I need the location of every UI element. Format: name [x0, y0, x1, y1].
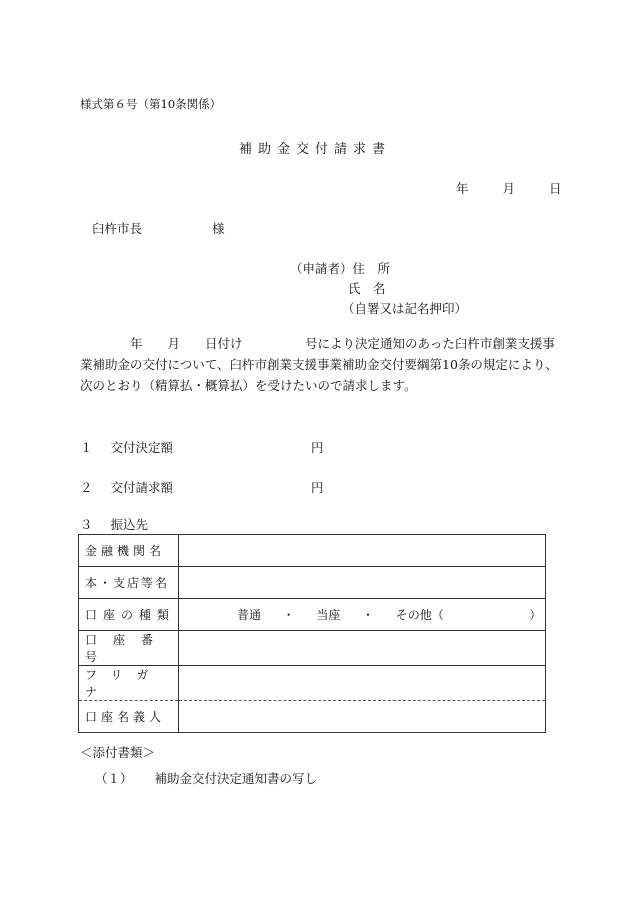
account-type-options	[179, 599, 546, 631]
table-row	[79, 666, 546, 701]
form-number: 様式第６号（第10条関係）	[80, 97, 222, 111]
date-line	[456, 179, 561, 197]
option-other[interactable]: その他（	[395, 608, 444, 622]
row-label	[79, 567, 179, 599]
row-label	[79, 631, 179, 666]
label-account-number: 口座番号	[85, 633, 170, 664]
bank-account-table	[78, 534, 546, 733]
body-line-2: 業補助金の交付について、臼杵市創業支援事業補助金交付要綱第10条の規定により、	[80, 357, 558, 372]
option-other-close: ）	[529, 608, 542, 622]
attachment-text: 補助金交付決定通知書の写し	[154, 771, 317, 786]
row-label	[79, 599, 179, 631]
row-label	[79, 535, 179, 567]
item-label: 交付決定額	[110, 440, 173, 455]
option-separator: ・	[282, 608, 295, 622]
body-line-1: 年 月 日付け 号により決定通知のあった臼杵市創業支援事	[80, 336, 555, 351]
applicant-seal-note: （自署又は記名押印）	[342, 301, 468, 316]
document-title: 補助金交付請求書	[238, 142, 391, 157]
addressee	[92, 219, 225, 237]
attachments-heading: ＜添付書類＞	[80, 745, 156, 760]
date-day: 日	[548, 181, 562, 196]
item-number: ２	[80, 480, 93, 495]
label-financial-institution: 金融機関名	[85, 544, 166, 558]
item-number: １	[80, 440, 93, 455]
option-ordinary[interactable]: 普通	[237, 608, 262, 622]
date-year: 年	[456, 181, 469, 196]
request-body	[80, 333, 558, 396]
label-account-type: 口座の種類	[85, 608, 176, 622]
option-separator: ・	[362, 608, 375, 622]
option-current[interactable]: 当座	[316, 608, 341, 622]
label-account-holder: 口座名義人	[85, 710, 166, 724]
applicant-name-label: 氏 名	[348, 281, 386, 296]
account-number-field[interactable]	[179, 631, 546, 666]
applicant-block	[290, 259, 467, 319]
addressee-name: 臼杵市長	[92, 221, 143, 236]
item-number: ３	[80, 517, 93, 532]
item-label: 振込先	[110, 517, 148, 532]
addressee-honorific: 様	[212, 221, 225, 236]
item-transfer-destination	[80, 515, 148, 533]
yen-unit: 円	[311, 440, 324, 455]
date-month: 月	[502, 181, 515, 196]
table-row	[79, 567, 546, 599]
applicant-address-label: （申請者）住 所	[290, 261, 391, 276]
branch-field[interactable]	[179, 567, 546, 599]
table-row	[79, 701, 546, 733]
furigana-field[interactable]	[179, 666, 546, 701]
account-holder-field[interactable]	[179, 701, 546, 733]
attachment-item	[95, 769, 317, 787]
body-line-3: 次のとおり（精算払・概算払）を受けたいので請求します。	[80, 378, 417, 393]
row-label	[79, 666, 179, 701]
item-requested-amount	[80, 478, 324, 496]
table-row	[79, 599, 546, 631]
financial-institution-field[interactable]	[179, 535, 546, 567]
item-label: 交付請求額	[110, 480, 173, 495]
row-label	[79, 701, 179, 733]
table-row	[79, 631, 546, 666]
item-decided-amount	[80, 438, 324, 456]
label-furigana: フリガナ	[85, 668, 163, 699]
label-branch: 本・支店等名	[85, 576, 170, 590]
yen-unit: 円	[311, 480, 324, 495]
table-row	[79, 535, 546, 567]
attachment-number: （１）	[95, 771, 133, 786]
